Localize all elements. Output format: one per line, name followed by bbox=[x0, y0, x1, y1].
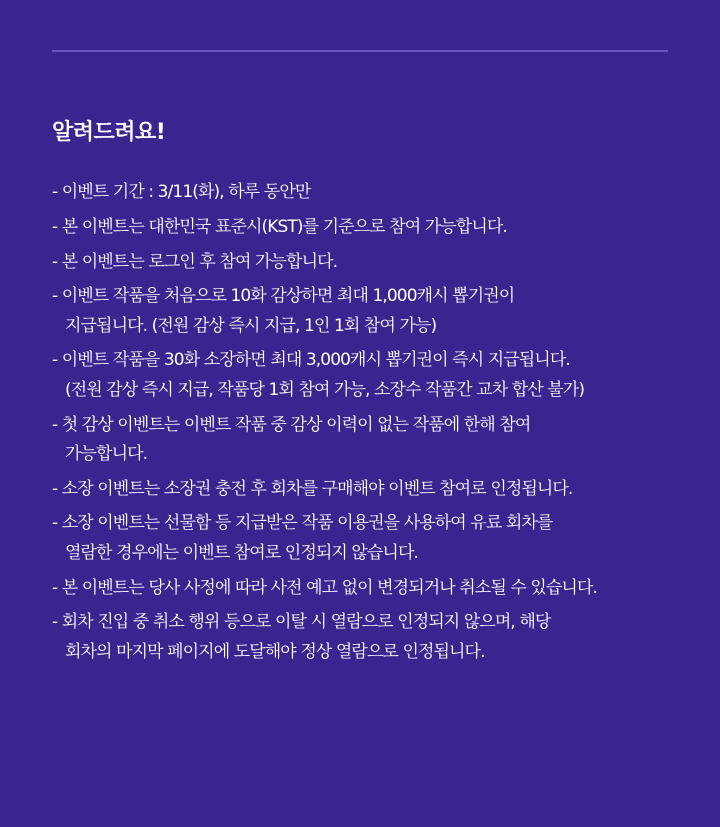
notice-item-view-reward: - 이벤트 작품을 처음으로 10화 감상하면 최대 1,000캐시 뽑기권이 지급됩니다. (전원 감상 즉시 지급, 1인 1회 참여 가능) bbox=[52, 286, 515, 336]
notice-list bbox=[52, 178, 682, 667]
notice-item-change-notice: - 본 이벤트는 당사 사정에 따라 사전 예고 없이 변경되거나 취소될 수 있습니다. bbox=[52, 577, 597, 598]
notice-item-first-view: - 첫 감상 이벤트는 이벤트 작품 중 감상 이력이 없는 작품에 한해 참여 가능합니다. bbox=[52, 414, 531, 464]
notice-item-own-reward: - 이벤트 작품을 30화 소장하면 최대 3,000캐시 뽑기권이 즉시 지급됩니다. (전원 감상 즉시 지급, 작품당 1회 참여 가능, 소장수 작품간 교차 합산 불가) bbox=[52, 350, 585, 400]
notice-item-own-purchase: - 소장 이벤트는 소장권 충전 후 회차를 구매해야 이벤트 참여로 인정됩니다. bbox=[52, 478, 573, 499]
notice-item-kst: - 본 이벤트는 대한민국 표준시(KST)를 기준으로 참여 가능합니다. bbox=[52, 216, 507, 237]
notice-item-exit-rule: - 회차 진입 중 취소 행위 등으로 이탈 시 열람으로 인정되지 않으며, 해당 회차의 마지막 페이지에 도달해야 정상 열람으로 인정됩니다. bbox=[52, 612, 551, 662]
top-divider bbox=[52, 50, 668, 52]
notice-item-gift-excluded: - 소장 이벤트는 선물함 등 지급받은 작품 이용권을 사용하여 유료 회차를 열람한 경우에는 이벤트 참여로 인정되지 않습니다. bbox=[52, 513, 553, 563]
notice-item-period: - 이벤트 기간 : 3/11(화), 하루 동안만 bbox=[52, 182, 311, 202]
notice-section bbox=[52, 118, 682, 672]
notice-item-login: - 본 이벤트는 로그인 후 참여 가능합니다. bbox=[52, 251, 338, 272]
notice-title: 알려드려요! bbox=[52, 120, 166, 145]
